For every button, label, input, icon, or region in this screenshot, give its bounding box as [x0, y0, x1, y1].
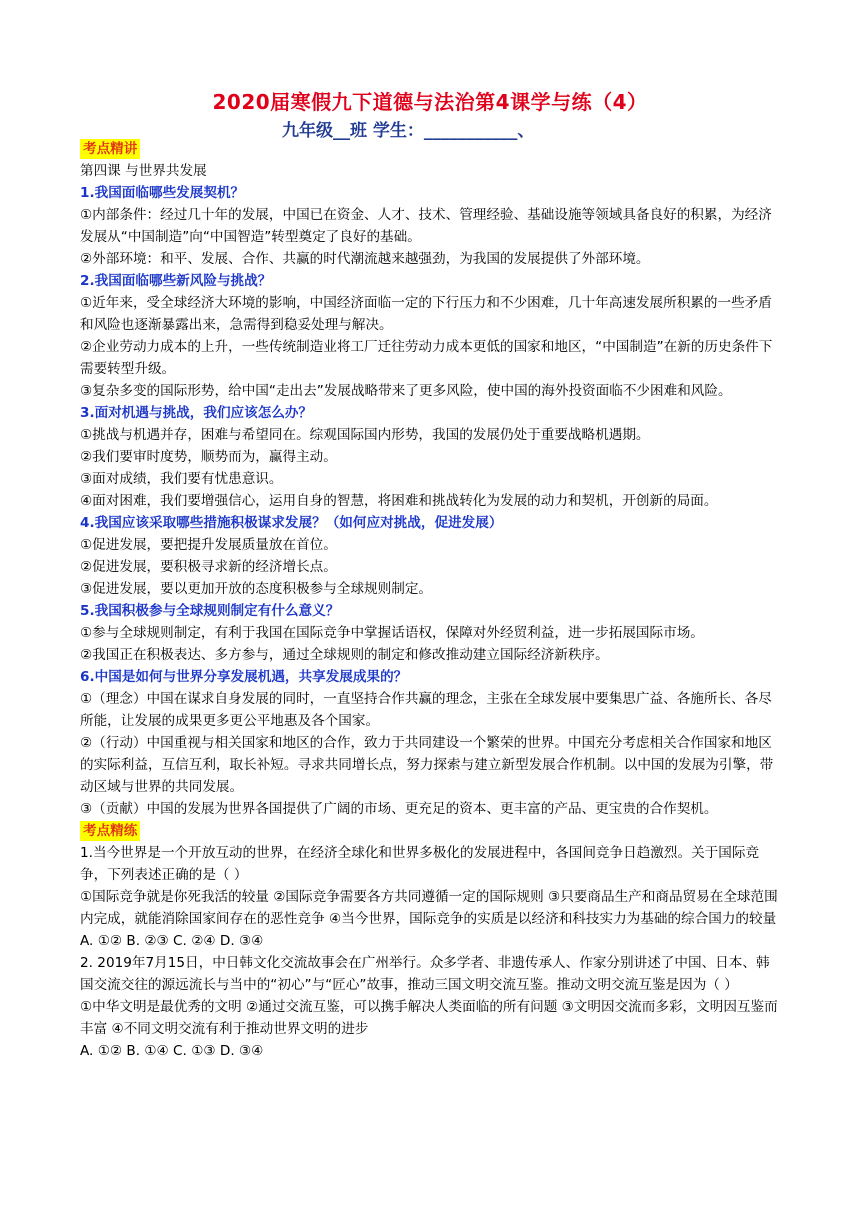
answer-paragraph: ④面对困难，我们要增强信心，运用自身的智慧，将困难和挑战转化为发展的动力和契机，开创新的局面。 — [80, 493, 718, 509]
exercise-items: ①国际竞争就是你死我活的较量 ②国际竞争需要各方共同遵循一定的国际规则 ③只要商品生产和商品贸易在全球范围内完成，就能消除国家间存在的恶性竞争 ④当今世界，国际竞争的实质是以经济和科技实力为基础的综合国力的较量 — [80, 889, 778, 927]
answer-paragraph: ①（理念）中国在谋求自身发展的同时，一直坚持合作共赢的理念，主张在全球发展中要集思广益、各施所长、各尽所能，让发展的成果更多更公平地惠及各个国家。 — [80, 691, 772, 729]
question-heading: 3.面对机遇与挑战，我们应该怎么办？ — [80, 405, 313, 421]
answer-paragraph: ①近年来，受全球经济大环境的影响，中国经济面临一定的下行压力和不少困难，几十年高速发展所积累的一些矛盾和风险也逐渐暴露出来，急需得到稳妥处理与解决。 — [80, 295, 772, 333]
document-title: 2020届寒假九下道德与法治第4课学与练（4） — [212, 90, 648, 114]
question-note: （如何应对挑战，促进发展） — [325, 515, 503, 531]
question-heading: 6.中国是如何与世界分享发展机遇，共享发展成果的？ — [80, 669, 408, 685]
exercise-options: A. ①② B. ②③ C. ②④ D. ③④ — [80, 933, 264, 949]
answer-paragraph: ③（贡献）中国的发展为世界各国提供了广阔的市场、更充足的资本、更丰富的产品、更宝贵的合作契机。 — [80, 801, 718, 817]
section-tag-practice: 考点精练 — [80, 821, 140, 841]
answer-paragraph: ②企业劳动力成本的上升，一些传统制造业将工厂迁往劳动力成本更低的国家和地区，“中国制造”在新的历史条件下需要转型升级。 — [80, 339, 773, 377]
question-heading: 1.我国面临哪些发展契机？ — [80, 185, 245, 201]
answer-paragraph: ②外部环境：和平、发展、合作、共赢的时代潮流越来越强劲，为我国的发展提供了外部环境。 — [80, 251, 650, 267]
answer-paragraph: ③面对成绩，我们要有忧患意识。 — [80, 471, 283, 487]
section-tag-lecture: 考点精讲 — [80, 139, 140, 159]
document-body — [80, 138, 780, 1062]
question-heading: 4.我国应该采取哪些措施积极谋求发展？ — [80, 515, 326, 531]
class-student-line: 九年级__班 学生：___________、 — [282, 121, 535, 141]
answer-paragraph: ①内部条件：经过几十年的发展，中国已在资金、人才、技术、管理经验、基础设施等领域具备良好的积累，为经济发展从“中国制造”向“中国智造”转型奠定了良好的基础。 — [80, 207, 772, 245]
answer-paragraph: ②（行动）中国重视与相关国家和地区的合作，致力于共同建设一个繁荣的世界。中国充分考虑相关合作国家和地区的实际利益，互信互利，取长补短。寻求共同增长点，努力探索与建立新型发展合作机制。以中国的发展为引擎，带动区域与世界的共同发展。 — [80, 735, 774, 795]
answer-paragraph: ③促进发展，要以更加开放的态度积极参与全球规则制定。 — [80, 581, 433, 597]
exercise-stem: 2. 2019年7月15日，中日韩文化交流故事会在广州举行。众多学者、非遗传承人、作家分别讲述了中国、日本、韩国交流交往的源远流长与当中的“初心”与“匠心”故事，推动三国文明交流互鉴。推动文明交流互鉴是因为（ ） — [80, 955, 770, 993]
answer-paragraph: ①参与全球规则制定，有利于我国在国际竞争中掌握话语权，保障对外经贸利益，进一步拓展国际市场。 — [80, 625, 704, 641]
lesson-heading: 第四课 与世界共发展 — [80, 163, 207, 179]
answer-paragraph: ①挑战与机遇并存，困难与希望同在。综观国际国内形势，我国的发展仍处于重要战略机遇期。 — [80, 427, 650, 443]
answer-paragraph: ③复杂多变的国际形势，给中国“走出去”发展战略带来了更多风险，使中国的海外投资面临不少困难和风险。 — [80, 383, 732, 399]
question-heading: 2.我国面临哪些新风险与挑战？ — [80, 273, 272, 289]
question-heading: 5.我国积极参与全球规则制定有什么意义？ — [80, 603, 340, 619]
answer-paragraph: ②我国正在积极表达、多方参与，通过全球规则的制定和修改推动建立国际经济新秩序。 — [80, 647, 609, 663]
answer-paragraph: ②促进发展，要积极寻求新的经济增长点。 — [80, 559, 337, 575]
answer-paragraph: ①促进发展，要把提升发展质量放在首位。 — [80, 537, 337, 553]
question-heading-row — [80, 512, 780, 534]
exercise-stem: 1.当今世界是一个开放互动的世界，在经济全球化和世界多极化的发展进程中，各国间竞争日趋激烈。关于国际竞争，下列表述正确的是（ ） — [80, 845, 760, 883]
answer-paragraph: ②我们要审时度势，顺势而为，赢得主动。 — [80, 449, 337, 465]
exercise-options: A. ①② B. ①④ C. ①③ D. ③④ — [80, 1043, 264, 1059]
exercise-items: ①中华文明是最优秀的文明 ②通过交流互鉴，可以携手解决人类面临的所有问题 ③文明因交流而多彩，文明因互鉴而丰富 ④不同文明交流有利于推动世界文明的进步 — [80, 999, 778, 1037]
